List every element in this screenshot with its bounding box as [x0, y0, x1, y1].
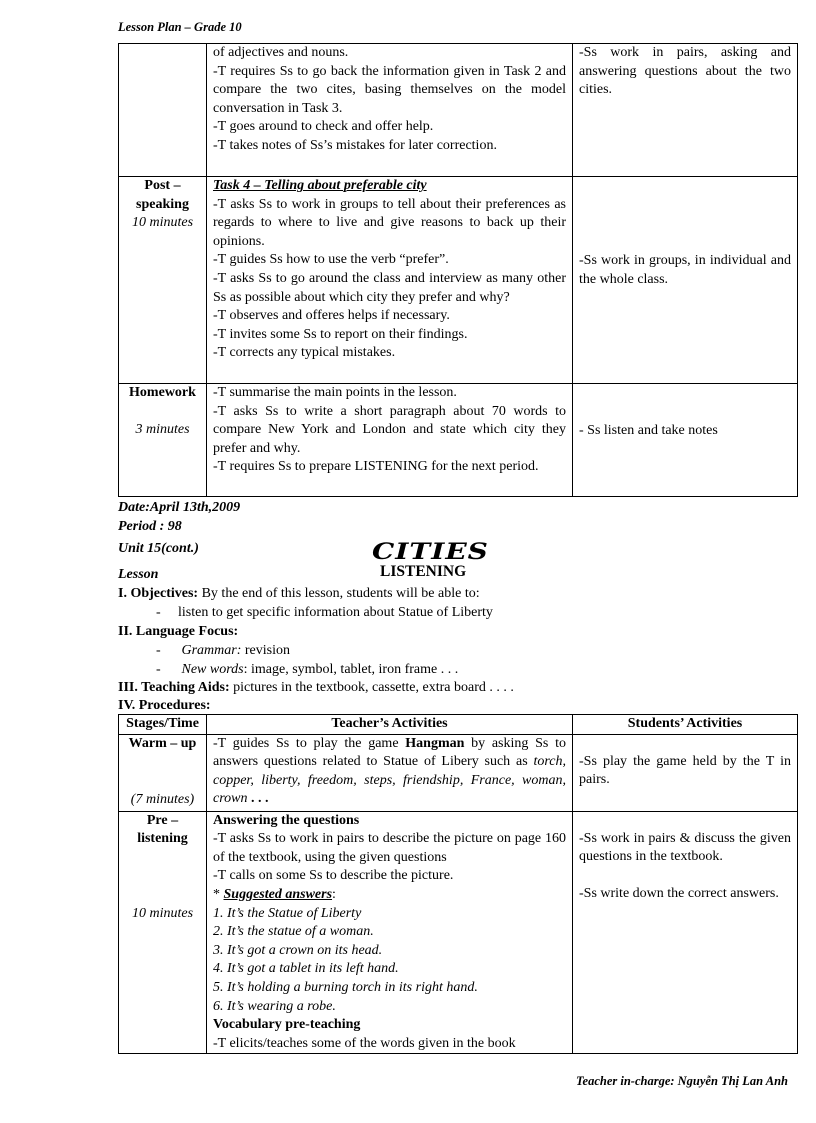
teacher-line: -T goes around to check and offer help. — [213, 119, 434, 135]
teacher-line: -T elicits/teaches some of the words given in the book — [213, 1035, 516, 1051]
teacher-line: -T summarise the main points in the lesson. — [213, 385, 457, 400]
game-name: Hangman — [405, 735, 465, 751]
teacher-activities-cell — [207, 44, 573, 177]
teacher-text: by asking Ss to answers questions related to Statue of Libery such as — [213, 735, 566, 770]
lesson-subtitle: LISTENING — [380, 563, 467, 580]
stage-cell — [119, 384, 207, 497]
stage-cell — [119, 811, 207, 1054]
page-header: Lesson Plan – Grade 10 — [118, 20, 242, 34]
grammar-item — [148, 642, 290, 661]
students-activities-cell: -Ss work in groups, in individual and the whole class. — [573, 177, 798, 384]
language-focus-label: II. Language Focus: — [118, 624, 239, 639]
teacher-line: -T takes notes of Ss’s mistakes for later correction. — [213, 137, 497, 153]
stage-time: 3 minutes — [135, 421, 190, 437]
stage-time: (7 minutes) — [130, 792, 195, 808]
new-words-label: New words — [181, 662, 244, 677]
teacher-activities-cell — [207, 384, 573, 497]
answer-line: 5. It’s holding a burning torch in its right hand. — [213, 979, 478, 995]
teaching-aids — [118, 679, 514, 698]
procedures-table-continued — [118, 43, 798, 497]
stage-name: Pre –listening — [137, 812, 188, 847]
students-activities-cell — [573, 811, 798, 1054]
table-header-row — [119, 715, 798, 735]
stage-time: 10 minutes — [131, 905, 194, 921]
column-header: Teacher’s Activities — [207, 715, 573, 735]
grammar-text: revision — [241, 643, 290, 658]
stage-name: Homework — [129, 385, 196, 400]
column-header: Stages/Time — [119, 715, 207, 735]
teacher-line: -T asks Ss to go around the class and interview as many other Ss as possible about which city they prefer and why? — [213, 270, 566, 305]
students-activities-cell: -Ss play the game held by the T in pairs. — [573, 734, 798, 811]
unit-title: CITIES — [372, 538, 489, 565]
teacher-activities-cell — [207, 177, 573, 384]
grammar-label: Grammar: — [181, 643, 242, 658]
teacher-text: -T guides Ss to play the game — [213, 735, 406, 751]
answer-line: 1. It’s the Statue of Liberty — [213, 905, 362, 921]
suggested-answers-label: Suggested answers — [223, 886, 333, 902]
students-activities-cell: - Ss listen and take notes — [573, 384, 798, 497]
lesson-period: Period : 98 — [118, 519, 182, 534]
page-footer: Teacher in-charge: Nguyễn Thị Lan Anh — [576, 1074, 788, 1088]
answer-line: 2. It’s the statue of a woman. — [213, 924, 374, 940]
new-words-item — [148, 661, 458, 680]
table-row — [119, 811, 798, 1054]
teacher-line: -T guides Ss how to use the verb “prefer”. — [213, 252, 449, 268]
teacher-line: -T requires Ss to prepare LISTENING for the next period. — [213, 459, 539, 475]
new-words-text: : image, symbol, tablet, iron frame . . . — [243, 662, 459, 677]
teacher-line: -T asks Ss to work in groups to tell about their preferences as regards to where to live and give reasons to back up their opinions. — [213, 196, 566, 249]
teacher-line: -T observes and offeres helps if necessary. — [213, 308, 450, 324]
stage-cell — [119, 734, 207, 811]
column-header: Students’ Activities — [573, 715, 798, 735]
lesson-date: Date:April 13th,2009 — [118, 500, 241, 515]
teacher-line: -T requires Ss to go back the information given in Task 2 and compare the two cites, basing themselves on the model conversation in Task 3. — [213, 63, 566, 116]
teacher-line: -T asks Ss to write a short paragraph about 70 words to compare New York and London and state which city they prefer and why. — [213, 403, 566, 456]
stage-name: Warm – up — [128, 735, 197, 751]
table-row — [119, 177, 798, 384]
teaching-aids-text: pictures in the textbook, cassette, extra board . . . . — [229, 680, 514, 695]
objectives — [118, 585, 480, 604]
teacher-activities-cell — [207, 734, 573, 811]
stage-cell — [119, 44, 207, 177]
answer-line: 4. It’s got a tablet in its left hand. — [213, 961, 399, 977]
objectives-label: I. Objectives: — [118, 586, 199, 601]
section-heading: Vocabulary pre-teaching — [213, 1017, 361, 1033]
objectives-item: - listen to get specific information about Statue of Liberty — [148, 604, 493, 623]
lesson-unit: Unit 15(cont.) — [118, 541, 199, 556]
lesson-label: Lesson — [118, 567, 159, 582]
suggested-answers-line — [213, 886, 566, 905]
task-title: Task 4 – Telling about preferable city — [213, 178, 427, 193]
objectives-text: By the end of this lesson, students will be able to: — [198, 586, 480, 601]
students-line: -Ss work in pairs & discuss the given questions in the textbook. — [579, 830, 791, 865]
section-heading: Answering the questions — [213, 812, 360, 828]
ellipsis: . . . — [247, 791, 269, 807]
table-row — [119, 44, 798, 177]
table-row — [119, 384, 798, 497]
teaching-aids-label: III. Teaching Aids: — [118, 680, 230, 695]
asterisk: * — [213, 886, 224, 902]
teacher-line: of adjectives and nouns. — [213, 45, 349, 60]
table-row — [119, 734, 798, 811]
teacher-line: -T asks Ss to work in pairs to describe the picture on page 160 of the textbook, using the given questions — [213, 831, 566, 865]
students-line: -Ss write down the correct answers. — [579, 885, 779, 901]
stage-name: Post – speaking — [136, 178, 189, 212]
procedures-label: IV. Procedures: — [118, 698, 211, 713]
stage-time: 10 minutes — [131, 215, 194, 231]
stage-cell — [119, 177, 207, 384]
teacher-line: -T invites some Ss to report on their findings. — [213, 326, 468, 342]
procedures-table — [118, 714, 798, 1054]
answer-line: 3. It’s got a crown on its head. — [213, 942, 383, 958]
teacher-line: -T calls on some Ss to describe the picture. — [213, 868, 454, 884]
teacher-line: -T corrects any typical mistakes. — [213, 345, 396, 361]
answer-line: 6. It’s wearing a robe. — [213, 998, 336, 1014]
teacher-activities-cell — [207, 811, 573, 1054]
colon: : — [332, 886, 336, 902]
vocab-list: torch, copper, liberty, freedom, steps, friendship, France, woman, crown — [213, 754, 566, 807]
students-activities-cell: -Ss work in pairs, asking and answering questions about the two cities. — [573, 44, 798, 177]
